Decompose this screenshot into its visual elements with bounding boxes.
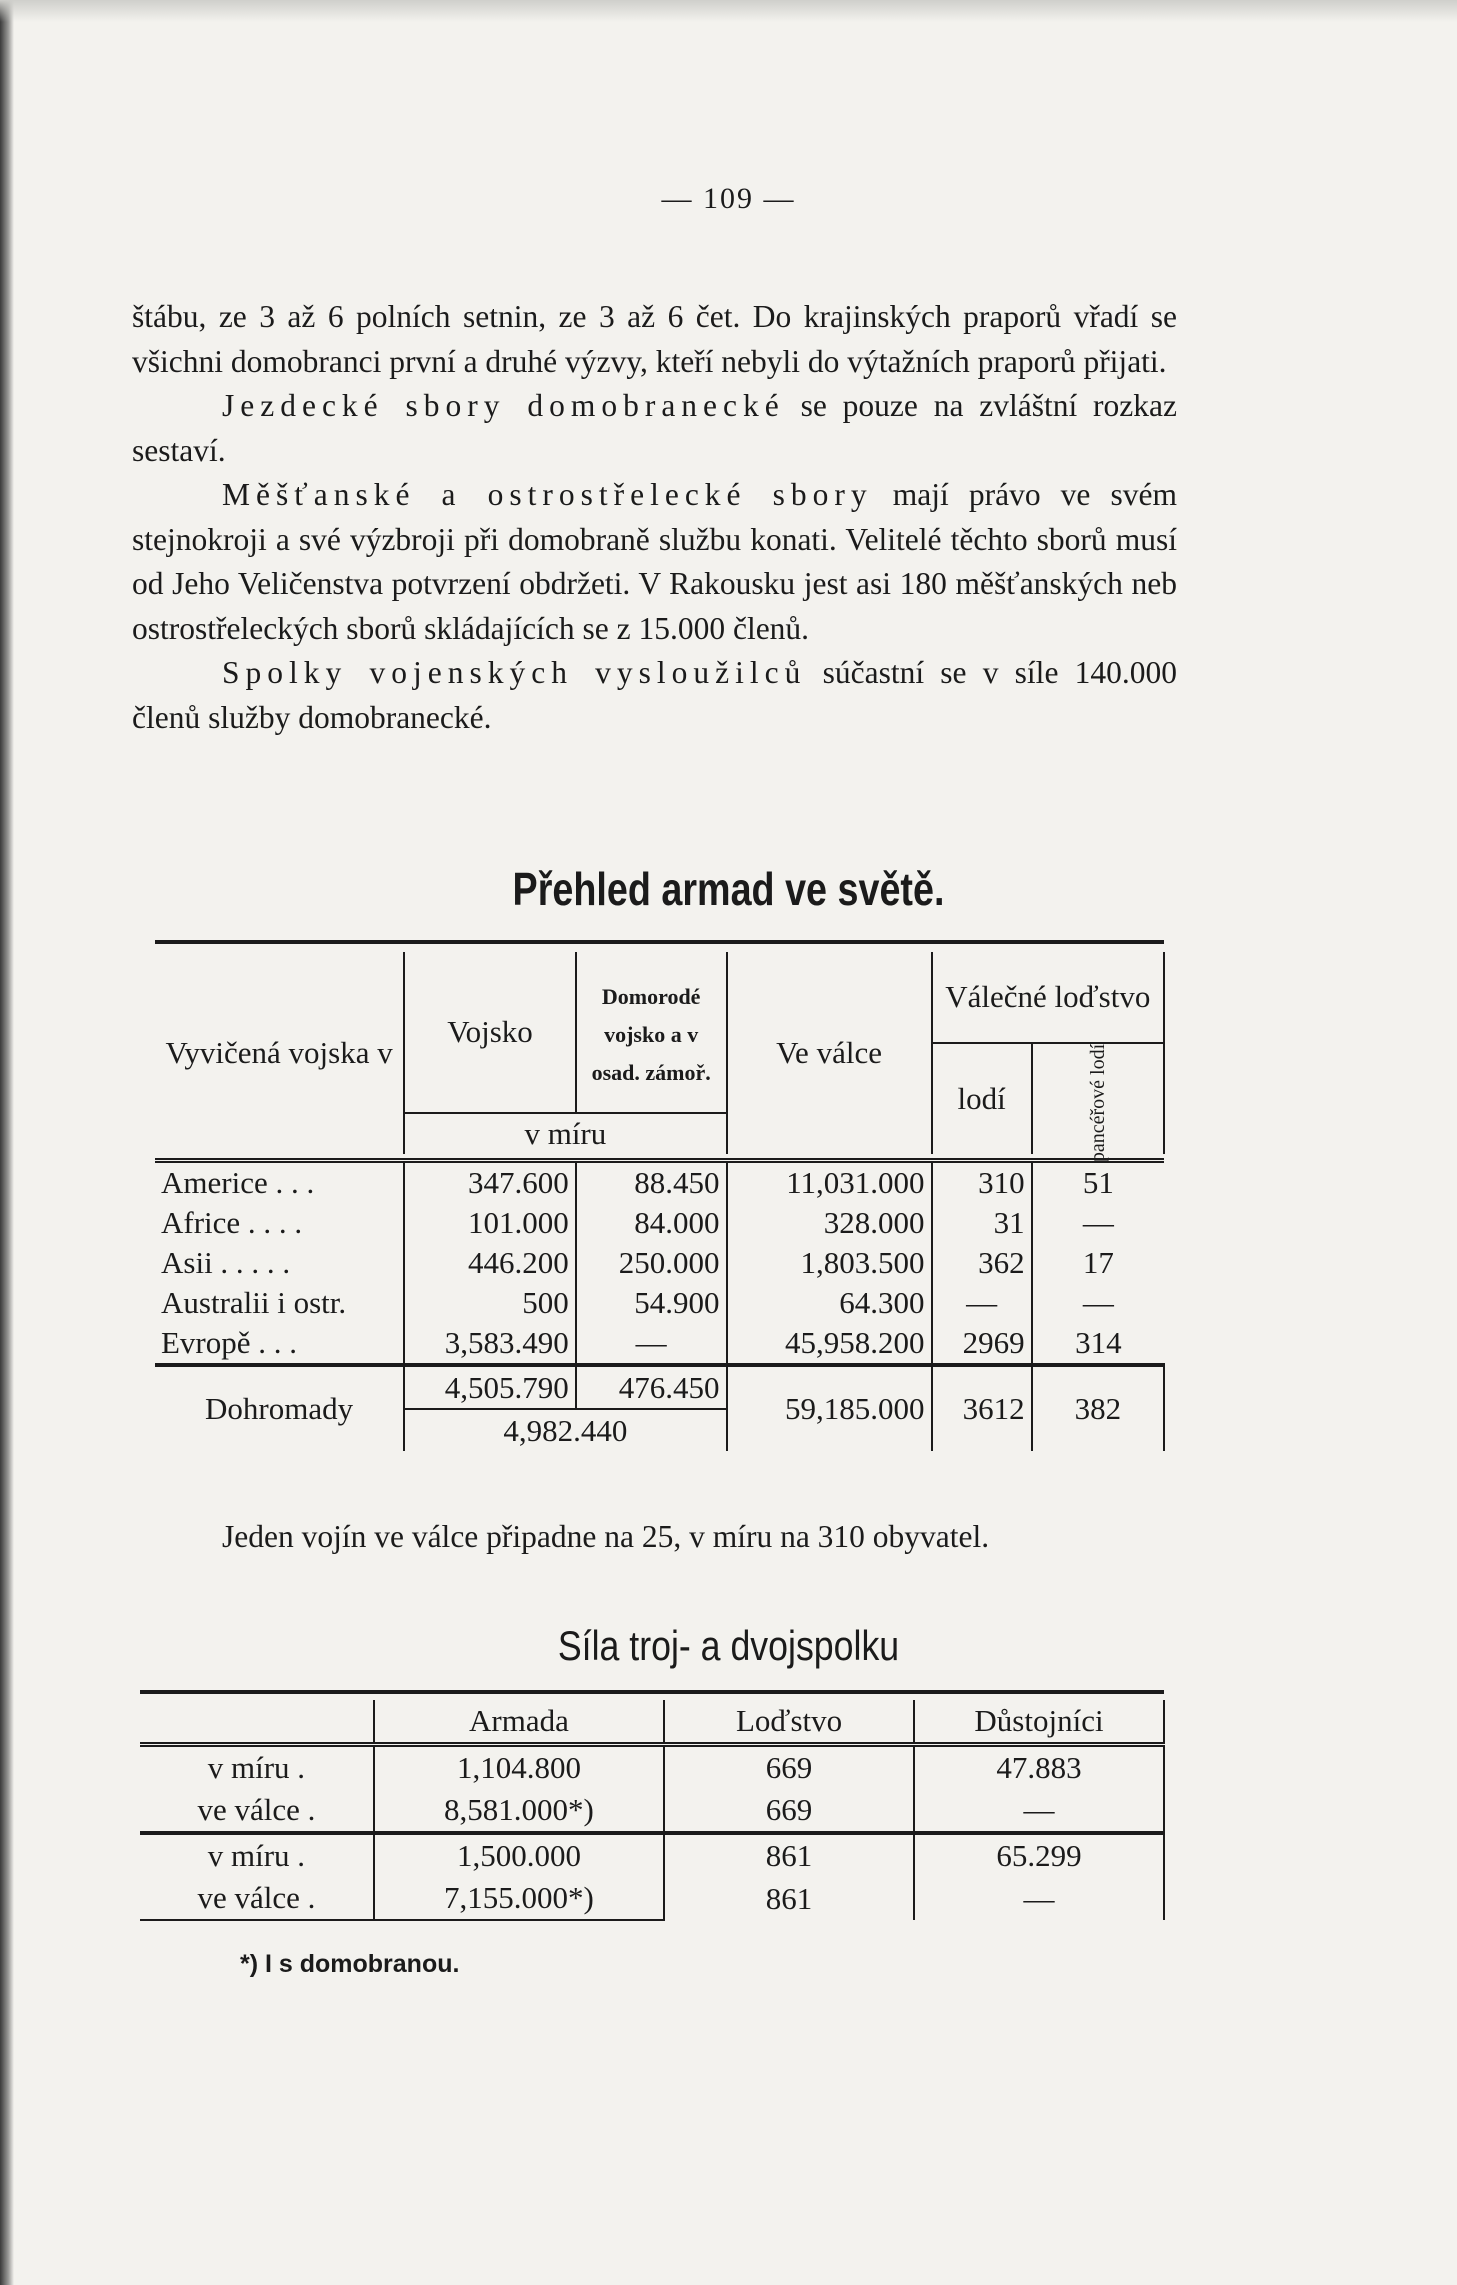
region-cell: Africe . . . . [161,1205,303,1240]
domorode-cell: 250.000 [576,1243,727,1283]
region-cell: Americe . . . [161,1165,315,1200]
valce-cell: 1,803.500 [727,1243,932,1283]
lodstvo-cell: 861 [664,1877,914,1920]
col-header-armada: Armada [374,1700,664,1745]
table-row [155,1243,1164,1283]
table-row [140,1789,1164,1833]
paragraph-text: mají právo ve svém stejnokroji a své výzbroji při domobraně službu konati. Velitelé těchto sborů musí od Jeho Veličenstva potvrzení obdržeti. V Rakousku jest asi 180 měšťanských neb ostrostřeleckých sborů skládajících se z 15.000 členů. [132,477,1177,646]
total-label: Dohromady [155,1365,404,1451]
alliance-table [140,1690,1165,1925]
paragraph-3 [132,473,1177,651]
lodi-cell: 2969 [932,1323,1032,1365]
total-combined: 4,982.440 [404,1409,726,1451]
col-header-domorode [576,952,727,1113]
note-text [132,1515,1177,1560]
valce-cell: 328.000 [727,1203,932,1243]
col-header-region: Vyvičená vojska v [165,1035,393,1070]
col-header-lodstvo: Válečné loďstvo [932,952,1164,1043]
paragraph-text: súčastní se v síle 140.000 členů služby domobranecké. [132,655,1177,735]
lodi-cell: 310 [932,1161,1032,1204]
armada-cell: 1,104.800 [374,1745,664,1790]
valce-cell: 11,031.000 [727,1161,932,1204]
scan-edge-top [0,0,1457,22]
row-label: ve válce . [197,1792,316,1827]
row-label: v míru . [140,1833,374,1877]
table-row [140,1745,1164,1790]
scan-edge [0,0,14,2285]
paragraph-2 [132,384,1177,473]
note-paragraph: Jeden vojín ve válce připadne na 25, v míru na 310 obyvatel. [222,1519,990,1554]
col-header-blank [140,1700,374,1745]
dustojnici-cell: 47.883 [914,1745,1164,1790]
col-header-lodstvo: Loďstvo [664,1700,914,1745]
col-header-lodi: lodí [932,1043,1032,1154]
armada-cell: 8,581.000*) [374,1789,664,1833]
valce-cell: 45,958.200 [727,1323,932,1365]
lodi-cell: 31 [932,1203,1032,1243]
body-text [132,295,1177,740]
armada-cell: 7,155.000*) [374,1877,664,1920]
spaced-heading: Měšťanské a ostrostřelecké sbory [222,477,873,512]
col-header-dustojnici: Důstojníci [914,1700,1164,1745]
paragraph-4 [132,651,1177,740]
pancer-cell: 17 [1032,1243,1164,1283]
armies-table [155,940,1165,1451]
table-row [155,1203,1164,1243]
table-row [155,1161,1164,1204]
col-header-valce: Ve válce [727,952,932,1154]
table-row [155,1323,1164,1365]
footnote: *) I s domobranou. [240,1950,460,1978]
col-header-pancer-text: pancéřové lodí [1086,1043,1109,1163]
domorode-cell: 84.000 [576,1203,727,1243]
vojsko-cell: 500 [404,1283,576,1323]
page-number: — 109 — [661,182,796,215]
pancer-cell: 51 [1032,1161,1164,1204]
pancer-cell: — [1032,1203,1164,1243]
total-row [155,1365,1164,1409]
row-label: v míru . [207,1750,306,1785]
dustojnici-cell: — [914,1877,1164,1920]
domorode-cell: 88.450 [576,1161,727,1204]
region-cell: Evropě . . . [161,1325,298,1360]
col-header-pancer [1032,1043,1164,1163]
table1-title: Přehled armad ve světě. [512,863,945,915]
domorode-cell: 54.900 [576,1283,727,1323]
row-label: ve válce . [197,1880,316,1915]
lodi-cell: 362 [932,1243,1032,1283]
total-domorode: 476.450 [576,1365,727,1409]
table-row [155,1283,1164,1323]
table2-title: Síla troj- a dvojspolku [557,1622,900,1669]
col-header-vojsko: Vojsko [404,952,576,1113]
vojsko-cell: 3,583.490 [404,1323,576,1365]
region-cell: Australii i ostr. [161,1285,347,1320]
dustojnici-cell: — [914,1789,1164,1833]
total-lodi: 3612 [932,1365,1032,1451]
table-row [140,1877,1164,1920]
vojsko-cell: 446.200 [404,1243,576,1283]
vojsko-cell: 101.000 [404,1203,576,1243]
total-pancer: 382 [1032,1365,1164,1451]
lodstvo-cell: 669 [664,1745,914,1790]
col-header-vmiru: v míru [404,1113,726,1154]
vojsko-cell: 347.600 [404,1161,576,1204]
spaced-heading: Jezdecké sbory domobranecké [222,388,785,423]
region-cell: Asii . . . . . [161,1245,291,1280]
pancer-cell: — [1032,1283,1164,1323]
lodstvo-cell: 861 [664,1833,914,1877]
armada-cell: 1,500.000 [374,1833,664,1877]
total-vojsko: 4,505.790 [404,1365,576,1409]
lodi-cell: — [932,1283,1032,1323]
valce-cell: 64.300 [727,1283,932,1323]
paragraph-text: se pouze na zvláštní rozkaz sestaví. [132,388,1177,468]
paragraph-1: štábu, ze 3 až 6 polních setnin, ze 3 až 6 čet. Do krajinských praporů vřadí se všichni domobranci první a druhé výzvy, kteří nebyli do výtažních praporů přijati. [132,299,1177,379]
dustojnici-cell: 65.299 [914,1833,1164,1877]
domorode-cell: — [576,1323,727,1365]
spaced-heading: Spolky vojenských vysloužilců [222,655,807,690]
col-header-domorode-text: Domorodé vojsko a v osad. zámoř. [591,984,711,1085]
total-valce: 59,185.000 [727,1365,932,1451]
pancer-cell: 314 [1032,1323,1164,1365]
lodstvo-cell: 669 [664,1789,914,1833]
table-row [140,1833,1164,1877]
